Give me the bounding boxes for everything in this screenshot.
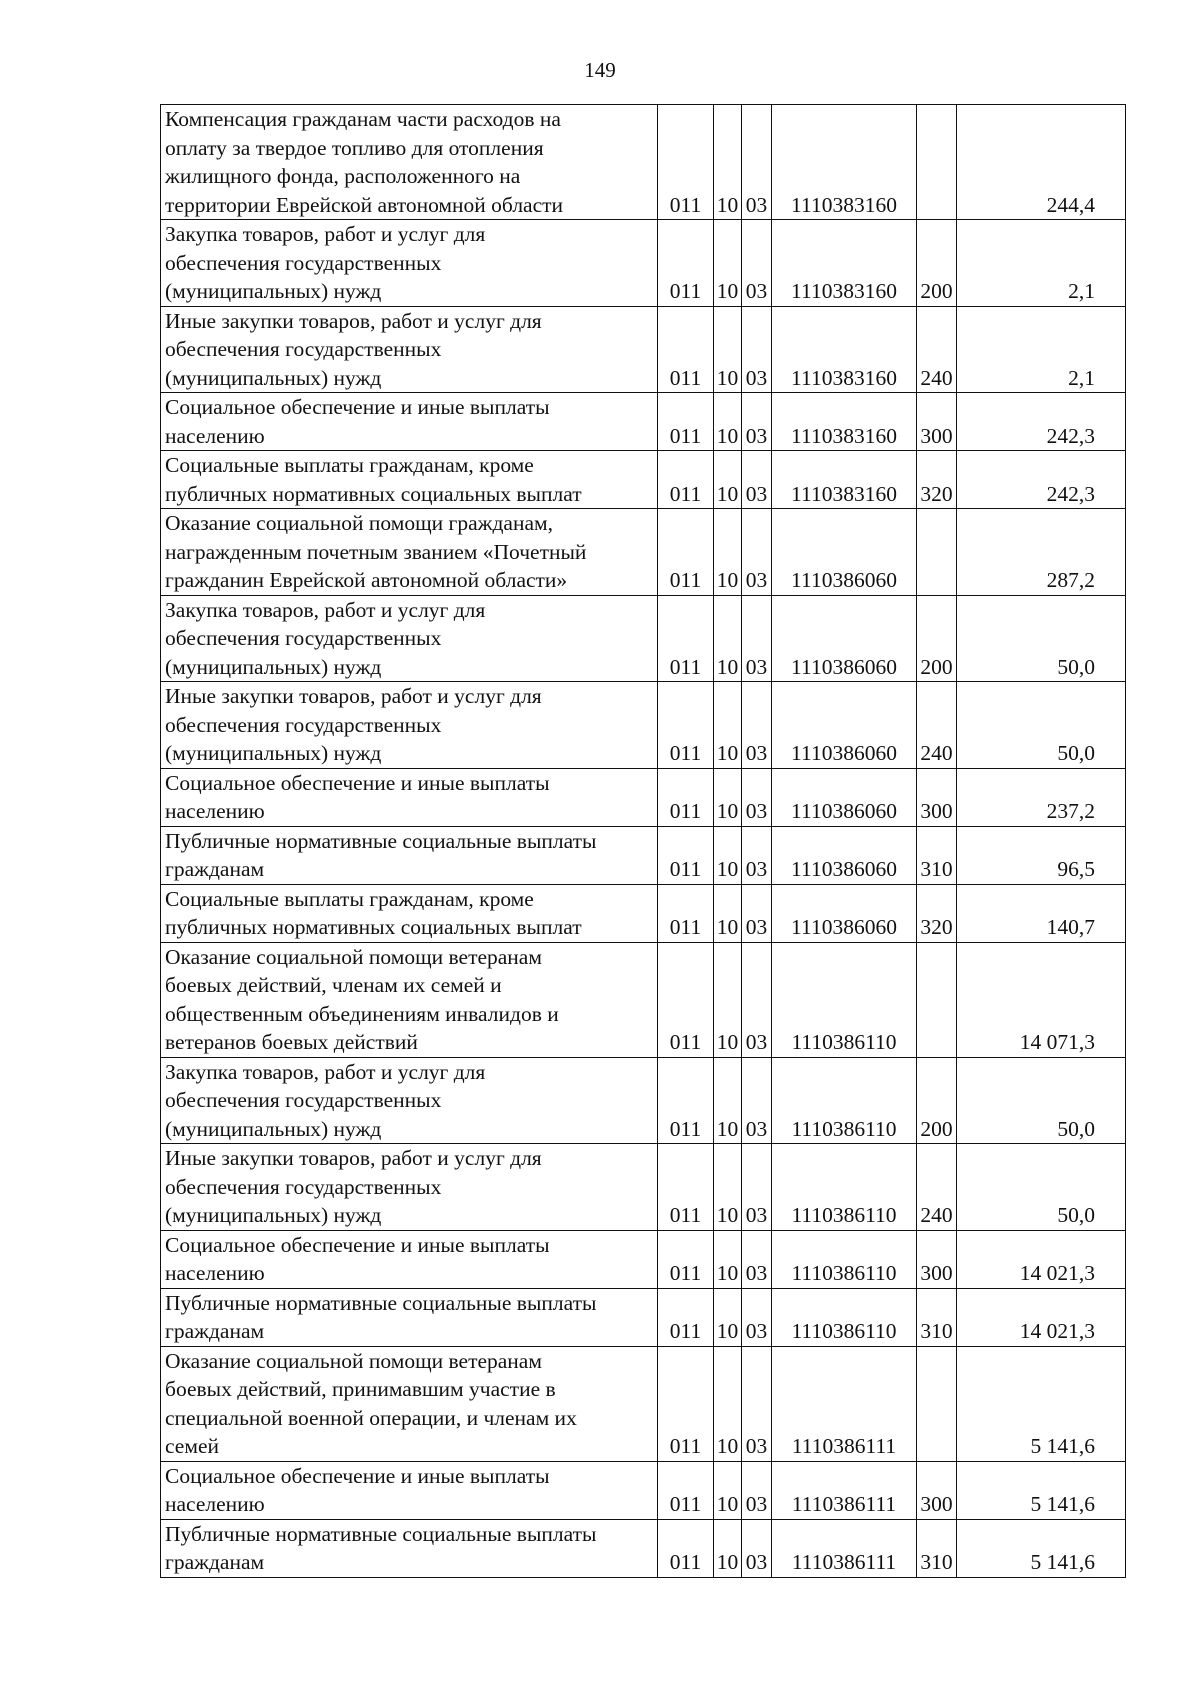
expense-type-cell: [917, 105, 957, 220]
ministry-code-cell: 011: [658, 682, 714, 769]
target-article-cell: 1110383160: [772, 451, 917, 509]
subsection-code-cell: 03: [742, 768, 772, 826]
table-row: [161, 105, 1126, 220]
target-article-cell: 1110386110: [772, 1057, 917, 1144]
amount-cell: 5 141,6: [957, 1519, 1126, 1577]
section-code-cell: 10: [714, 393, 742, 451]
expense-type-cell: 310: [917, 826, 957, 884]
target-article-cell: 1110386111: [772, 1346, 917, 1461]
section-code-cell: 10: [714, 509, 742, 596]
subsection-code-cell: 03: [742, 942, 772, 1057]
subsection-code-cell: 03: [742, 1519, 772, 1577]
ministry-code-cell: 011: [658, 595, 714, 682]
subsection-code-cell: 03: [742, 509, 772, 596]
expense-type-cell: 300: [917, 768, 957, 826]
expense-type-cell: 240: [917, 682, 957, 769]
ministry-code-cell: 011: [658, 1144, 714, 1231]
amount-cell: 5 141,6: [957, 1461, 1126, 1519]
target-article-cell: 1110386060: [772, 509, 917, 596]
expense-name-cell: Закупка товаров, работ и услуг для обеспечения государственных (муниципальных) нужд: [161, 220, 658, 307]
amount-cell: 2,1: [957, 306, 1126, 393]
subsection-code-cell: 03: [742, 306, 772, 393]
expense-type-cell: 240: [917, 306, 957, 393]
amount-cell: 5 141,6: [957, 1346, 1126, 1461]
expense-name-cell: Публичные нормативные социальные выплаты гражданам: [161, 1519, 658, 1577]
amount-cell: 2,1: [957, 220, 1126, 307]
subsection-code-cell: 03: [742, 1288, 772, 1346]
amount-cell: 14 071,3: [957, 942, 1126, 1057]
target-article-cell: 1110383160: [772, 220, 917, 307]
subsection-code-cell: 03: [742, 1230, 772, 1288]
target-article-cell: 1110386060: [772, 826, 917, 884]
amount-cell: 242,3: [957, 451, 1126, 509]
table-row: [161, 1288, 1126, 1346]
expense-name-cell: Социальное обеспечение и иные выплаты населению: [161, 1461, 658, 1519]
target-article-cell: 1110383160: [772, 105, 917, 220]
table-row: [161, 826, 1126, 884]
section-code-cell: 10: [714, 1461, 742, 1519]
expense-type-cell: 200: [917, 220, 957, 307]
ministry-code-cell: 011: [658, 451, 714, 509]
table-row: [161, 393, 1126, 451]
target-article-cell: 1110386111: [772, 1461, 917, 1519]
table-body: [161, 105, 1126, 1578]
expense-name-cell: Публичные нормативные социальные выплаты гражданам: [161, 826, 658, 884]
target-article-cell: 1110383160: [772, 393, 917, 451]
target-article-cell: 1110386110: [772, 1288, 917, 1346]
expense-type-cell: 310: [917, 1519, 957, 1577]
ministry-code-cell: 011: [658, 1230, 714, 1288]
section-code-cell: 10: [714, 942, 742, 1057]
table-row: [161, 220, 1126, 307]
target-article-cell: 1110386111: [772, 1519, 917, 1577]
expense-type-cell: 300: [917, 1461, 957, 1519]
table-row: [161, 682, 1126, 769]
ministry-code-cell: 011: [658, 220, 714, 307]
section-code-cell: 10: [714, 306, 742, 393]
ministry-code-cell: 011: [658, 306, 714, 393]
expense-type-cell: 320: [917, 451, 957, 509]
subsection-code-cell: 03: [742, 884, 772, 942]
table-row: [161, 768, 1126, 826]
subsection-code-cell: 03: [742, 1144, 772, 1231]
ministry-code-cell: 011: [658, 768, 714, 826]
amount-cell: 50,0: [957, 595, 1126, 682]
table-row: [161, 1144, 1126, 1231]
amount-cell: 96,5: [957, 826, 1126, 884]
section-code-cell: 10: [714, 1288, 742, 1346]
expense-name-cell: Иные закупки товаров, работ и услуг для обеспечения государственных (муниципальных) нужд: [161, 306, 658, 393]
expense-name-cell: Закупка товаров, работ и услуг для обеспечения государственных (муниципальных) нужд: [161, 595, 658, 682]
table-row: [161, 1346, 1126, 1461]
expense-type-cell: [917, 942, 957, 1057]
subsection-code-cell: 03: [742, 1346, 772, 1461]
subsection-code-cell: 03: [742, 220, 772, 307]
ministry-code-cell: 011: [658, 1288, 714, 1346]
amount-cell: 244,4: [957, 105, 1126, 220]
expense-name-cell: Иные закупки товаров, работ и услуг для обеспечения государственных (муниципальных) нужд: [161, 682, 658, 769]
ministry-code-cell: 011: [658, 509, 714, 596]
amount-cell: 237,2: [957, 768, 1126, 826]
amount-cell: 140,7: [957, 884, 1126, 942]
expense-type-cell: [917, 1346, 957, 1461]
expense-name-cell: Оказание социальной помощи гражданам, награжденным почетным званием «Почетный гражданин Еврейской автономной области»: [161, 509, 658, 596]
subsection-code-cell: 03: [742, 1461, 772, 1519]
table-row: [161, 1461, 1126, 1519]
expense-name-cell: Закупка товаров, работ и услуг для обеспечения государственных (муниципальных) нужд: [161, 1057, 658, 1144]
expense-type-cell: 240: [917, 1144, 957, 1231]
expense-name-cell: Социальные выплаты гражданам, кроме публичных нормативных социальных выплат: [161, 884, 658, 942]
expense-name-cell: Публичные нормативные социальные выплаты гражданам: [161, 1288, 658, 1346]
target-article-cell: 1110386060: [772, 595, 917, 682]
expense-type-cell: 320: [917, 884, 957, 942]
subsection-code-cell: 03: [742, 826, 772, 884]
ministry-code-cell: 011: [658, 105, 714, 220]
table-row: [161, 509, 1126, 596]
expense-name-cell: Социальное обеспечение и иные выплаты населению: [161, 1230, 658, 1288]
table-row: [161, 884, 1126, 942]
section-code-cell: 10: [714, 1519, 742, 1577]
ministry-code-cell: 011: [658, 826, 714, 884]
target-article-cell: 1110386060: [772, 884, 917, 942]
expense-name-cell: Оказание социальной помощи ветеранам боевых действий, принимавшим участие в специальной военной операции, и членам их семей: [161, 1346, 658, 1461]
budget-table: [160, 104, 1126, 1578]
subsection-code-cell: 03: [742, 393, 772, 451]
expense-type-cell: 200: [917, 1057, 957, 1144]
expense-name-cell: Оказание социальной помощи ветеранам боевых действий, членам их семей и общественным объединениям инвалидов и ветеранов боевых действий: [161, 942, 658, 1057]
subsection-code-cell: 03: [742, 105, 772, 220]
page-number: 149: [584, 58, 616, 82]
expense-name-cell: Иные закупки товаров, работ и услуг для обеспечения государственных (муниципальных) нужд: [161, 1144, 658, 1231]
target-article-cell: 1110386060: [772, 682, 917, 769]
ministry-code-cell: 011: [658, 1519, 714, 1577]
target-article-cell: 1110386110: [772, 1230, 917, 1288]
amount-cell: 242,3: [957, 393, 1126, 451]
amount-cell: 287,2: [957, 509, 1126, 596]
section-code-cell: 10: [714, 826, 742, 884]
section-code-cell: 10: [714, 595, 742, 682]
expense-type-cell: 300: [917, 393, 957, 451]
section-code-cell: 10: [714, 451, 742, 509]
table-row: [161, 1230, 1126, 1288]
section-code-cell: 10: [714, 1144, 742, 1231]
table-row: [161, 942, 1126, 1057]
subsection-code-cell: 03: [742, 1057, 772, 1144]
table-row: [161, 306, 1126, 393]
expense-type-cell: 300: [917, 1230, 957, 1288]
target-article-cell: 1110386110: [772, 942, 917, 1057]
section-code-cell: 10: [714, 768, 742, 826]
expense-type-cell: 310: [917, 1288, 957, 1346]
ministry-code-cell: 011: [658, 884, 714, 942]
section-code-cell: 10: [714, 1346, 742, 1461]
table-row: [161, 1519, 1126, 1577]
ministry-code-cell: 011: [658, 942, 714, 1057]
target-article-cell: 1110383160: [772, 306, 917, 393]
ministry-code-cell: 011: [658, 1461, 714, 1519]
subsection-code-cell: 03: [742, 682, 772, 769]
target-article-cell: 1110386060: [772, 768, 917, 826]
table-row: [161, 1057, 1126, 1144]
section-code-cell: 10: [714, 220, 742, 307]
expense-name-cell: Социальные выплаты гражданам, кроме публичных нормативных социальных выплат: [161, 451, 658, 509]
target-article-cell: 1110386110: [772, 1144, 917, 1231]
amount-cell: 14 021,3: [957, 1230, 1126, 1288]
amount-cell: 50,0: [957, 1144, 1126, 1231]
subsection-code-cell: 03: [742, 451, 772, 509]
expense-name-cell: Социальное обеспечение и иные выплаты населению: [161, 393, 658, 451]
section-code-cell: 10: [714, 1057, 742, 1144]
expense-name-cell: Социальное обеспечение и иные выплаты населению: [161, 768, 658, 826]
ministry-code-cell: 011: [658, 393, 714, 451]
expense-name-cell: Компенсация гражданам части расходов на оплату за твердое топливо для отопления жилищного фонда, расположенного на территории Еврейской автономной области: [161, 105, 658, 220]
expense-type-cell: [917, 509, 957, 596]
section-code-cell: 10: [714, 682, 742, 769]
ministry-code-cell: 011: [658, 1346, 714, 1461]
table-row: [161, 451, 1126, 509]
amount-cell: 50,0: [957, 1057, 1126, 1144]
section-code-cell: 10: [714, 884, 742, 942]
section-code-cell: 10: [714, 1230, 742, 1288]
amount-cell: 50,0: [957, 682, 1126, 769]
expense-type-cell: 200: [917, 595, 957, 682]
amount-cell: 14 021,3: [957, 1288, 1126, 1346]
subsection-code-cell: 03: [742, 595, 772, 682]
table-row: [161, 595, 1126, 682]
section-code-cell: 10: [714, 105, 742, 220]
ministry-code-cell: 011: [658, 1057, 714, 1144]
